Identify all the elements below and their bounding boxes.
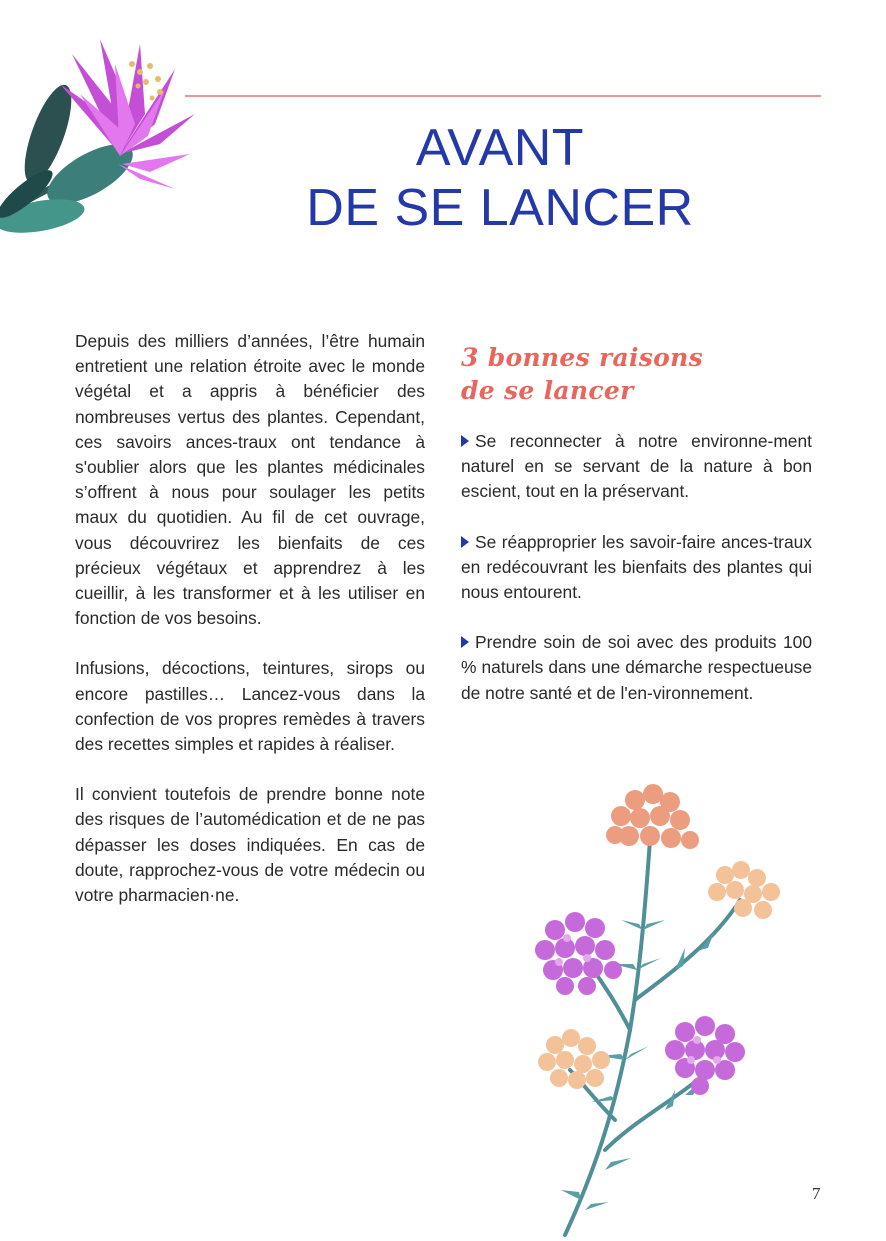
intro-paragraph: Depuis des milliers d’années, l’être humain entretient une relation étroite avec le monde végétal et a appris à bénéficier des nombreuses vertus des plantes. Cependant, ces savoirs ances-traux ont tendance à s'oublier alors que les plantes médicinales s’offrent à nous pour soulager les petits maux du quotidien. Au fil de cet ouvrage, vous découvrirez les bienfaits de ces précieux végétaux et apprendrez à les cueillir, à les transformer et à les utiliser en fonction de vos besoins. xyxy=(75,331,425,629)
page-title xyxy=(200,118,800,238)
intro-paragraph: Infusions, décoctions, teintures, sirops ou encore pastilles… Lancez-vous dans la confection de vos propres remèdes à travers des recettes simples et rapides à réaliser. xyxy=(75,658,425,755)
subtitle-line-1: 3 bonnes raisons xyxy=(461,343,703,372)
page-number: 7 xyxy=(812,1184,821,1203)
reasons-column xyxy=(461,329,812,731)
reason-item xyxy=(461,530,812,606)
subtitle-line-2: de se lancer xyxy=(461,376,634,405)
title-line-1: AVANT xyxy=(415,119,585,177)
reason-item xyxy=(461,630,812,706)
intro-column xyxy=(75,329,425,933)
arrow-bullet-icon xyxy=(461,636,469,648)
reasons-subtitle xyxy=(461,341,812,407)
intro-paragraph: Il convient toutefois de prendre bonne note des risques de l’automédication et de ne pas dépasser les doses indiquées. En cas de doute, rapprochez-vous de votre médecin ou votre pharmacien·ne. xyxy=(75,784,425,906)
reason-text: Se reconnecter à notre environne-ment naturel en se servant de la nature à bon escient, tout en la préservant. xyxy=(461,431,812,502)
arrow-bullet-icon xyxy=(461,536,469,548)
yarrow-flowers-icon xyxy=(525,770,805,1240)
protea-flower-icon xyxy=(0,24,200,239)
reason-text: Prendre soin de soi avec des produits 100 % naturels dans une démarche respectueuse de notre santé et de l'en-vironnement. xyxy=(461,632,812,703)
reason-item xyxy=(461,429,812,505)
arrow-bullet-icon xyxy=(461,435,469,447)
header-rule xyxy=(185,95,821,97)
reason-text: Se réapproprier les savoir-faire ances-traux en redécouvrant les bienfaits des plantes qui nous entourent. xyxy=(461,531,812,603)
title-line-2: DE SE LANCER xyxy=(306,179,694,237)
